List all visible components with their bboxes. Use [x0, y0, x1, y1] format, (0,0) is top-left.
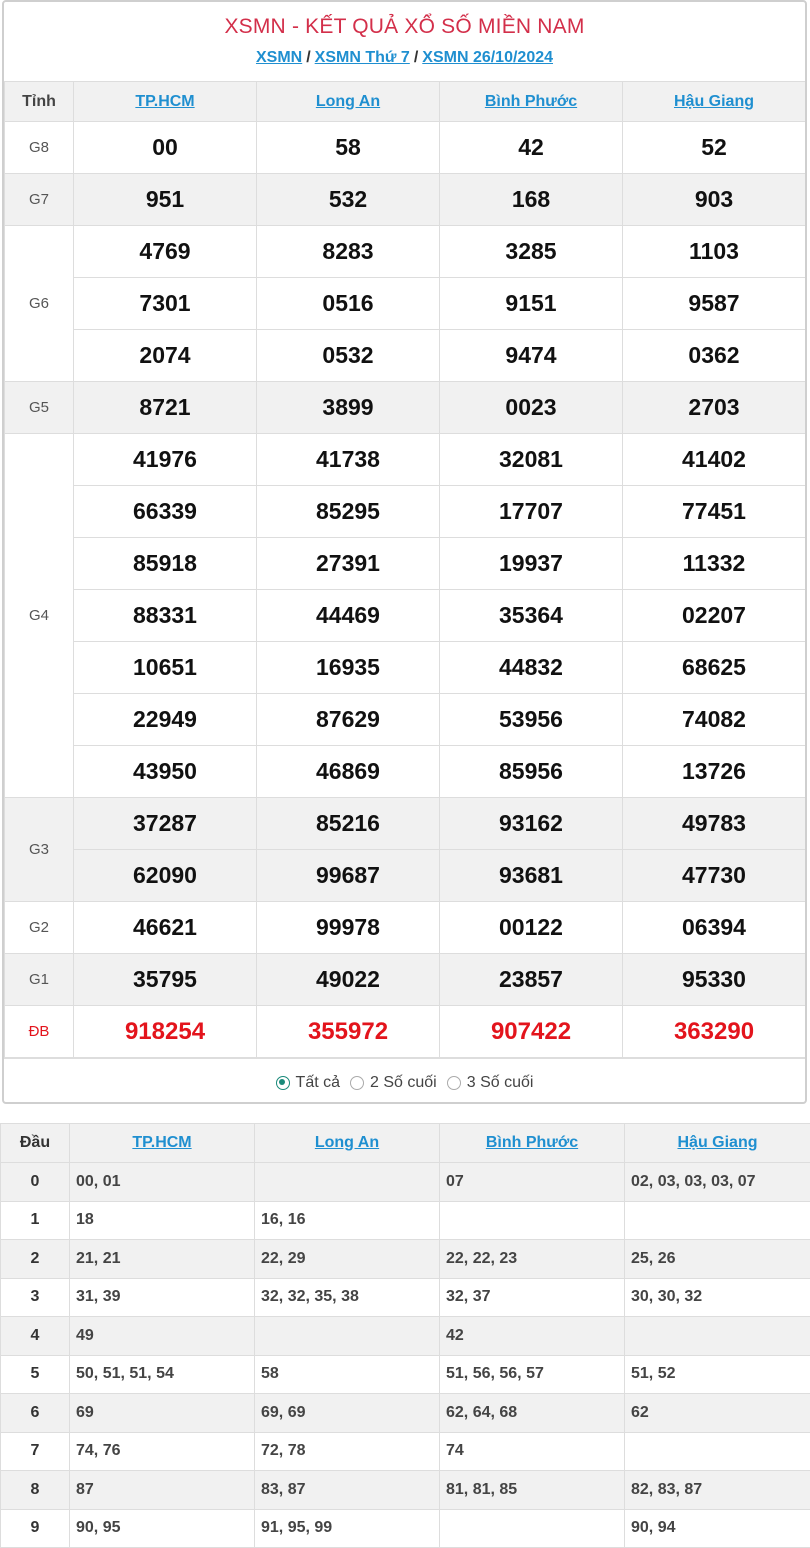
dau-cell	[255, 1163, 440, 1202]
prize-number: 168	[440, 174, 623, 226]
dau-cell: 22, 22, 23	[440, 1240, 625, 1279]
dau-cell	[440, 1201, 625, 1240]
province-link-hau-giang[interactable]: Hậu Giang	[674, 93, 754, 110]
prize-number: 8721	[74, 382, 257, 434]
prize-number: 10651	[74, 642, 257, 694]
special-prize-number: 918254	[74, 1006, 257, 1058]
prize-number: 903	[623, 174, 806, 226]
filter-label: 2 Số cuối	[370, 1074, 437, 1092]
page-title: XSMN - KẾT QUẢ XỔ SỐ MIỀN NAM	[4, 2, 805, 43]
dau-cell: 91, 95, 99	[255, 1509, 440, 1548]
filter-option-all[interactable]	[276, 1074, 340, 1092]
dau-cell: 22, 29	[255, 1240, 440, 1279]
prize-number: 68625	[623, 642, 806, 694]
dau-cell: 69	[70, 1394, 255, 1433]
special-prize-number: 355972	[257, 1006, 440, 1058]
dau-cell: 30, 30, 32	[625, 1278, 810, 1317]
prize-label: G3	[5, 798, 74, 902]
dau-cell: 90, 94	[625, 1509, 810, 1548]
prize-number: 9587	[623, 278, 806, 330]
dau-row	[1, 1240, 810, 1279]
dau-cell: 82, 83, 87	[625, 1471, 810, 1510]
results-panel	[2, 0, 807, 1104]
dau-row	[1, 1317, 810, 1356]
prize-row	[5, 798, 806, 850]
prize-number: 951	[74, 174, 257, 226]
prize-number: 85295	[257, 486, 440, 538]
dau-cell: 50, 51, 51, 54	[70, 1355, 255, 1394]
prize-number: 43950	[74, 746, 257, 798]
dau-cell: 02, 03, 03, 03, 07	[625, 1163, 810, 1202]
results-table	[4, 81, 806, 1058]
prize-number: 22949	[74, 694, 257, 746]
prize-number: 2074	[74, 330, 257, 382]
prize-row	[5, 694, 806, 746]
radio-icon[interactable]	[350, 1076, 364, 1090]
dau-cell: 32, 32, 35, 38	[255, 1278, 440, 1317]
dau-table	[0, 1123, 810, 1548]
prize-number: 85918	[74, 538, 257, 590]
prize-row	[5, 278, 806, 330]
dau-cell: 51, 56, 56, 57	[440, 1355, 625, 1394]
prize-number: 37287	[74, 798, 257, 850]
dau-key: 7	[1, 1432, 70, 1471]
prize-number: 77451	[623, 486, 806, 538]
dau-cell: 87	[70, 1471, 255, 1510]
province-link-tphcm[interactable]: TP.HCM	[135, 93, 194, 110]
prize-number: 87629	[257, 694, 440, 746]
dau-column-header: Đầu	[1, 1124, 70, 1163]
dau-province-link-binh-phuoc[interactable]: Bình Phước	[486, 1134, 578, 1151]
prize-label: G6	[5, 226, 74, 382]
prize-number: 13726	[623, 746, 806, 798]
prize-number: 8283	[257, 226, 440, 278]
breadcrumb	[4, 49, 805, 67]
province-column-header: Tỉnh	[5, 82, 74, 122]
prize-number: 41976	[74, 434, 257, 486]
prize-label: G1	[5, 954, 74, 1006]
prize-row	[5, 746, 806, 798]
dau-cell: 25, 26	[625, 1240, 810, 1279]
dau-key: 6	[1, 1394, 70, 1433]
dau-cell: 31, 39	[70, 1278, 255, 1317]
prize-number: 44469	[257, 590, 440, 642]
prize-row	[5, 538, 806, 590]
breadcrumb-link-date[interactable]: XSMN 26/10/2024	[422, 49, 553, 66]
prize-number: 00122	[440, 902, 623, 954]
dau-row	[1, 1471, 810, 1510]
radio-selected-icon[interactable]	[276, 1076, 290, 1090]
prize-number: 35795	[74, 954, 257, 1006]
prize-row	[5, 226, 806, 278]
prize-label: G7	[5, 174, 74, 226]
prize-number: 2703	[623, 382, 806, 434]
prize-row	[5, 330, 806, 382]
prize-row	[5, 434, 806, 486]
dau-cell: 58	[255, 1355, 440, 1394]
prize-number: 46869	[257, 746, 440, 798]
prize-number: 9151	[440, 278, 623, 330]
prize-number: 42	[440, 122, 623, 174]
prize-number: 99687	[257, 850, 440, 902]
prize-number: 74082	[623, 694, 806, 746]
prize-number: 41402	[623, 434, 806, 486]
dau-key: 5	[1, 1355, 70, 1394]
dau-cell	[440, 1509, 625, 1548]
prize-number: 06394	[623, 902, 806, 954]
dau-row	[1, 1163, 810, 1202]
results-header	[4, 2, 805, 81]
prize-number: 3285	[440, 226, 623, 278]
prize-number: 46621	[74, 902, 257, 954]
filter-label: 3 Số cuối	[467, 1074, 534, 1092]
dau-key: 0	[1, 1163, 70, 1202]
prize-number: 1103	[623, 226, 806, 278]
prize-number: 99978	[257, 902, 440, 954]
prize-label: G2	[5, 902, 74, 954]
prize-number: 93162	[440, 798, 623, 850]
prize-number: 27391	[257, 538, 440, 590]
province-link-long-an[interactable]: Long An	[316, 93, 380, 110]
prize-label: G5	[5, 382, 74, 434]
dau-row	[1, 1201, 810, 1240]
dau-cell: 16, 16	[255, 1201, 440, 1240]
dau-key: 4	[1, 1317, 70, 1356]
dau-cell	[625, 1317, 810, 1356]
dau-province-link-tphcm[interactable]: TP.HCM	[132, 1134, 191, 1151]
dau-cell: 90, 95	[70, 1509, 255, 1548]
prize-row	[5, 382, 806, 434]
breadcrumb-separator: /	[414, 49, 418, 66]
dau-cell: 49	[70, 1317, 255, 1356]
prize-number: 32081	[440, 434, 623, 486]
prize-number: 52	[623, 122, 806, 174]
dau-key: 8	[1, 1471, 70, 1510]
prize-row	[5, 122, 806, 174]
dau-cell: 81, 81, 85	[440, 1471, 625, 1510]
dau-cell: 74	[440, 1432, 625, 1471]
dau-cell: 21, 21	[70, 1240, 255, 1279]
prize-number: 93681	[440, 850, 623, 902]
special-prize-number: 907422	[440, 1006, 623, 1058]
prize-number: 0362	[623, 330, 806, 382]
prize-number: 66339	[74, 486, 257, 538]
prize-number: 9474	[440, 330, 623, 382]
prize-number: 88331	[74, 590, 257, 642]
prize-number: 62090	[74, 850, 257, 902]
dau-cell: 51, 52	[625, 1355, 810, 1394]
dau-cell: 74, 76	[70, 1432, 255, 1471]
prize-number: 58	[257, 122, 440, 174]
prize-number: 0023	[440, 382, 623, 434]
prize-label: G4	[5, 434, 74, 798]
breadcrumb-separator: /	[306, 49, 310, 66]
prize-label: ĐB	[5, 1006, 74, 1058]
dau-key: 1	[1, 1201, 70, 1240]
dau-cell	[255, 1317, 440, 1356]
prize-number: 41738	[257, 434, 440, 486]
dau-cell: 32, 37	[440, 1278, 625, 1317]
prize-number: 49783	[623, 798, 806, 850]
dau-key: 9	[1, 1509, 70, 1548]
prize-number: 7301	[74, 278, 257, 330]
dau-province-link-hau-giang[interactable]: Hậu Giang	[677, 1134, 757, 1151]
breadcrumb-link-xsmn[interactable]: XSMN	[256, 49, 302, 66]
prize-number: 00	[74, 122, 257, 174]
prize-number: 532	[257, 174, 440, 226]
prize-row	[5, 590, 806, 642]
digit-filter	[4, 1058, 805, 1104]
dau-cell: 62, 64, 68	[440, 1394, 625, 1433]
prize-number: 95330	[623, 954, 806, 1006]
prize-row	[5, 486, 806, 538]
dau-cell: 42	[440, 1317, 625, 1356]
prize-number: 02207	[623, 590, 806, 642]
dau-cell: 07	[440, 1163, 625, 1202]
prize-number: 35364	[440, 590, 623, 642]
dau-row	[1, 1278, 810, 1317]
prize-row	[5, 954, 806, 1006]
prize-number: 4769	[74, 226, 257, 278]
prize-row	[5, 850, 806, 902]
dau-cell: 83, 87	[255, 1471, 440, 1510]
prize-label: G8	[5, 122, 74, 174]
prize-number: 19937	[440, 538, 623, 590]
prize-number: 3899	[257, 382, 440, 434]
filter-label: Tất cả	[296, 1074, 340, 1092]
dau-row	[1, 1432, 810, 1471]
prize-row	[5, 1006, 806, 1058]
prize-row	[5, 902, 806, 954]
prize-number: 44832	[440, 642, 623, 694]
dau-cell: 72, 78	[255, 1432, 440, 1471]
province-link-binh-phuoc[interactable]: Bình Phước	[485, 93, 577, 110]
prize-number: 0532	[257, 330, 440, 382]
breadcrumb-link-thu7[interactable]: XSMN Thứ 7	[315, 49, 410, 66]
dau-row	[1, 1509, 810, 1548]
dau-cell	[625, 1201, 810, 1240]
prize-number: 49022	[257, 954, 440, 1006]
dau-cell: 18	[70, 1201, 255, 1240]
dau-cell	[625, 1432, 810, 1471]
dau-cell: 00, 01	[70, 1163, 255, 1202]
prize-number: 85956	[440, 746, 623, 798]
prize-number: 11332	[623, 538, 806, 590]
dau-cell: 69, 69	[255, 1394, 440, 1433]
dau-key: 3	[1, 1278, 70, 1317]
prize-number: 16935	[257, 642, 440, 694]
prize-number: 0516	[257, 278, 440, 330]
dau-key: 2	[1, 1240, 70, 1279]
radio-icon[interactable]	[447, 1076, 461, 1090]
prize-row	[5, 174, 806, 226]
prize-number: 17707	[440, 486, 623, 538]
prize-number: 47730	[623, 850, 806, 902]
filter-option-last2[interactable]	[350, 1074, 437, 1092]
filter-option-last3[interactable]	[447, 1074, 534, 1092]
prize-number: 23857	[440, 954, 623, 1006]
prize-number: 53956	[440, 694, 623, 746]
dau-province-link-long-an[interactable]: Long An	[315, 1134, 379, 1151]
special-prize-number: 363290	[623, 1006, 806, 1058]
prize-number: 85216	[257, 798, 440, 850]
dau-row	[1, 1355, 810, 1394]
dau-cell: 62	[625, 1394, 810, 1433]
prize-row	[5, 642, 806, 694]
dau-row	[1, 1394, 810, 1433]
